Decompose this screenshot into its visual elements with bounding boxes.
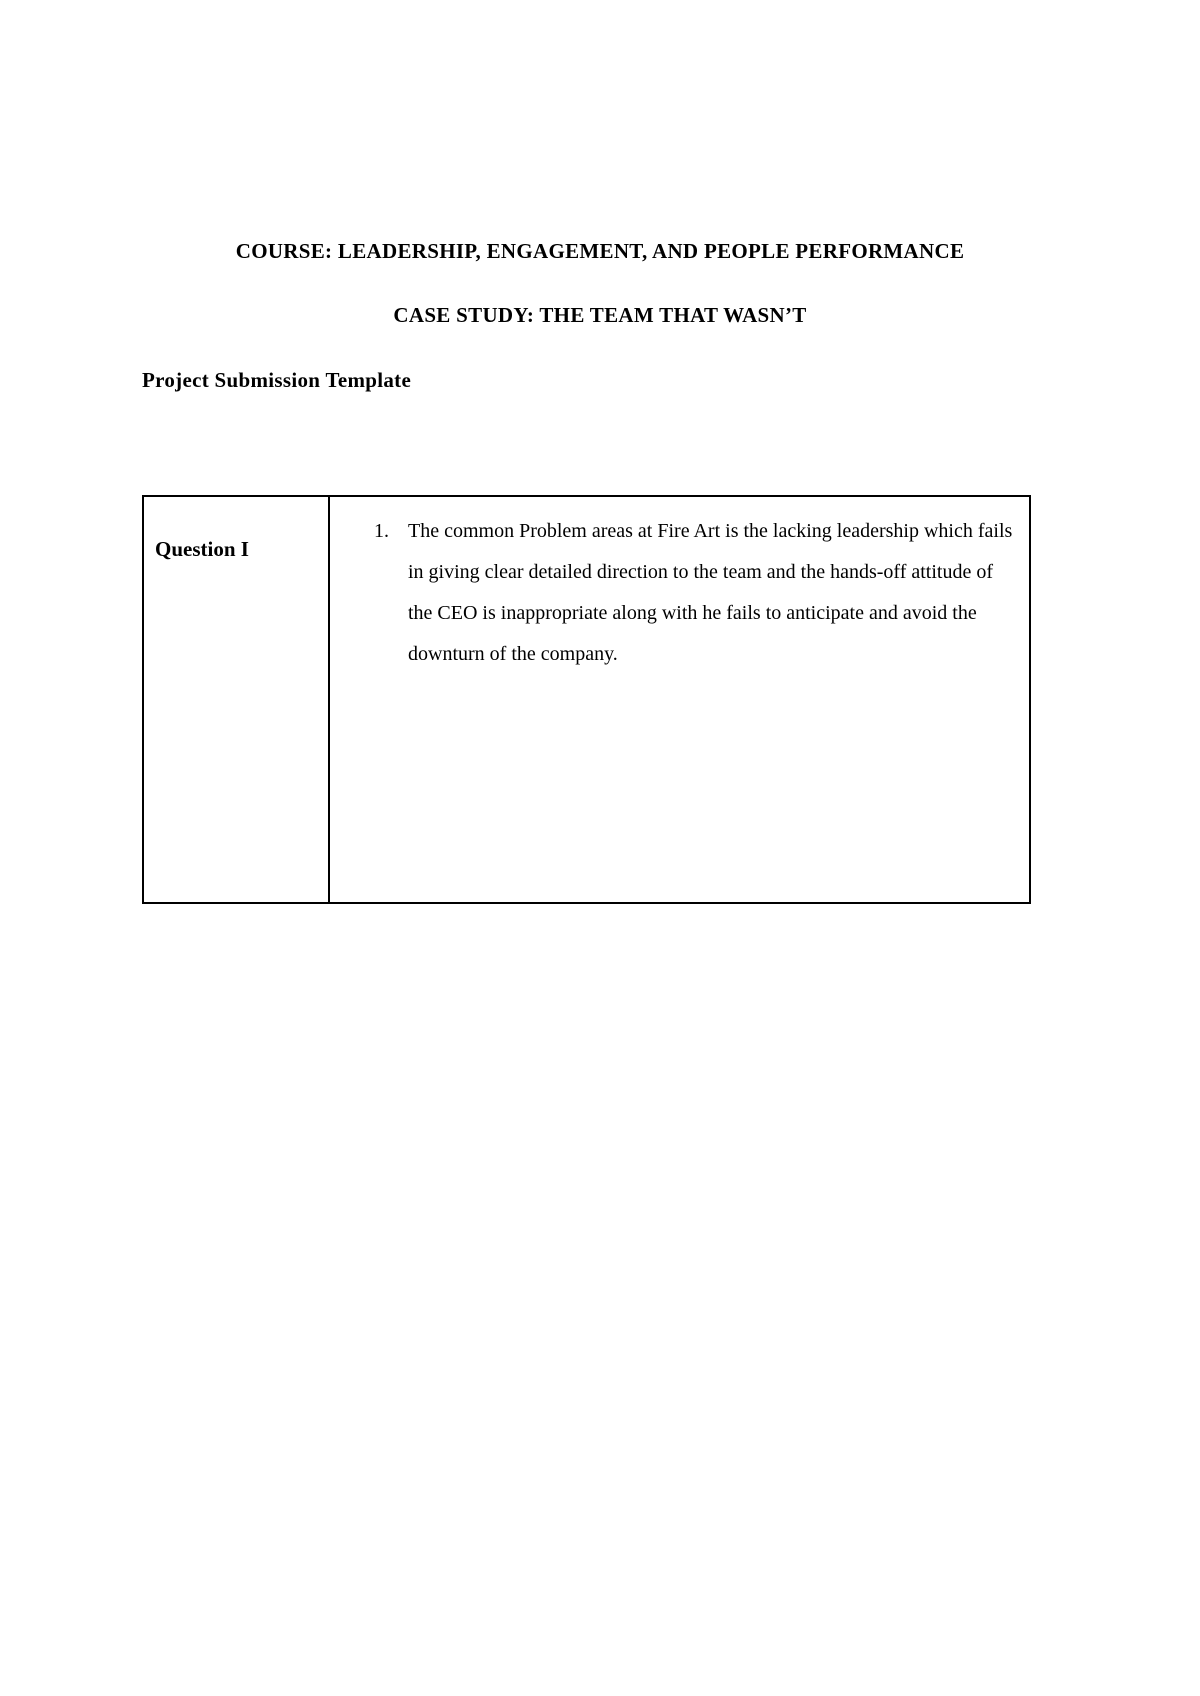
question-label: Question I: [155, 537, 249, 561]
question-answer-table: [142, 495, 1031, 904]
course-title: COURSE: LEADERSHIP, ENGAGEMENT, AND PEOPLE PERFORMANCE: [235, 239, 965, 263]
question-cell: [144, 497, 330, 902]
answer-number: 1.: [374, 520, 389, 542]
answer-list-item: [374, 511, 1014, 675]
answer-cell: [330, 497, 1029, 902]
answer-text: The common Problem areas at Fire Art is the lacking leadership which fails in giving clear detailed direction to the team and the hands-off attitude of the CEO is inappropriate along with he fails to anticipate and avoid the downturn of the company.: [408, 520, 1013, 665]
case-study-title: CASE STUDY: THE TEAM THAT WASN’T: [393, 303, 807, 327]
template-title: Project Submission Template: [142, 368, 412, 392]
